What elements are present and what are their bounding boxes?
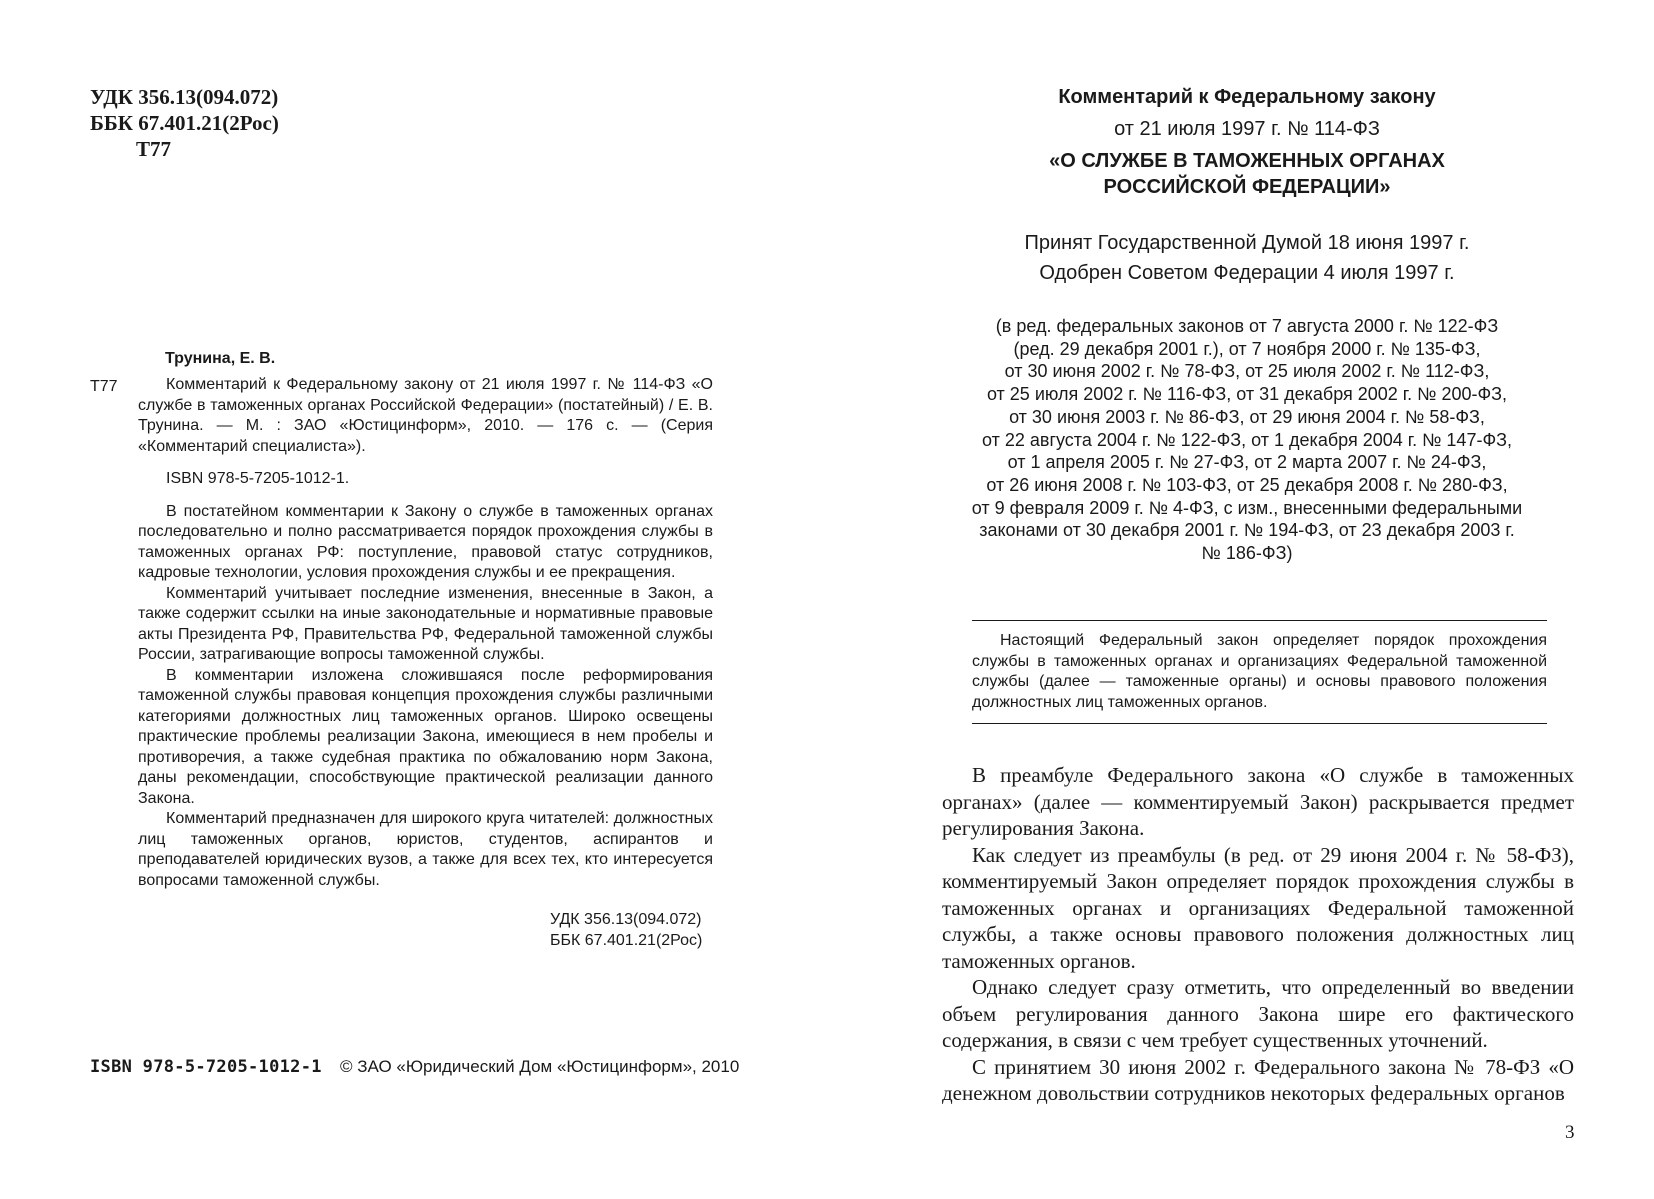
- footer-copyright: © ЗАО «Юридический Дом «Юстицинформ», 2010: [340, 1057, 740, 1076]
- amendment-line: № 186-ФЗ): [1201, 543, 1293, 564]
- title-line-1: Комментарий к Федеральному закону: [1058, 86, 1436, 108]
- title-line-3a: «О СЛУЖБЕ В ТАМОЖЕННЫХ ОРГАНАХ: [1049, 150, 1445, 172]
- amendments-list: [947, 315, 1547, 565]
- commentary-paragraph: Как следует из преамбулы (в ред. от 29 июня 2004 г. № 58-ФЗ), комментируемый Закон определяет порядок прохождения службы в таможенных органах и организациях Федеральной таможенной службы, а также основы правового положения должностных лиц таможенных органов.: [942, 842, 1574, 973]
- udk-code: УДК 356.13(094.072): [90, 85, 279, 109]
- amendment-line: от 30 июня 2003 г. № 86-ФЗ, от 29 июня 2004 г. № 58-ФЗ,: [1009, 406, 1485, 427]
- right-page: [827, 0, 1654, 1199]
- biblio-bbk: ББК 67.401.21(2Рос): [550, 931, 703, 949]
- biblio-classification: [550, 910, 702, 951]
- adopted-line: Принят Государственной Думой 18 июня 1997 г.: [1024, 232, 1470, 254]
- bbk-code: ББК 67.401.21(2Рос): [90, 111, 279, 135]
- amendment-line: от 22 августа 2004 г. № 122-ФЗ, от 1 декабря 2004 г. № 147-ФЗ,: [981, 429, 1513, 450]
- title-line-3b: РОССИЙСКОЙ ФЕДЕРАЦИИ»: [1103, 176, 1391, 198]
- page-number: 3: [1565, 1122, 1575, 1143]
- commentary-paragraph: С принятием 30 июня 2002 г. Федерального закона № 78-ФЗ «О денежном довольствии сотрудников некоторых федеральных органов: [942, 1054, 1574, 1105]
- amendment-line: от 1 апреля 2005 г. № 27-ФЗ, от 2 марта 2007 г. № 24-ФЗ,: [1007, 452, 1487, 473]
- biblio-udk: УДК 356.13(094.072): [550, 911, 702, 928]
- amendment-line: от 26 июня 2008 г. № 103-ФЗ, от 25 декабря 2008 г. № 280-ФЗ,: [986, 474, 1508, 495]
- approved-line: Одобрен Советом Федерации 4 июля 1997 г.: [1039, 262, 1455, 284]
- biblio-record: [138, 375, 713, 891]
- footer-isbn: ISBN 978-5-7205-1012-1: [90, 1057, 322, 1077]
- biblio-code: Т77: [90, 378, 118, 395]
- title-line-3: [947, 148, 1547, 200]
- annotation-paragraph: Комментарий учитывает последние изменения, внесенные в Закон, а также содержит ссылки на иные законодательные и нормативные правовые акты Президента РФ, Правительства РФ, Федеральной таможенной службы России, затрагивающие вопросы таможенной службы.: [138, 584, 713, 663]
- biblio-author: Трунина, Е. В.: [165, 350, 276, 367]
- amendment-line: от 9 февраля 2009 г. № 4-ФЗ, с изм., внесенными федеральными: [971, 497, 1523, 518]
- classification-header: [90, 84, 279, 162]
- amendment-line: от 30 июня 2002 г. № 78-ФЗ, от 25 июля 2002 г. № 112-ФЗ,: [1004, 361, 1490, 382]
- commentary-paragraph: В преамбуле Федерального закона «О службе в таможенных органах» (далее — комментируемый Закон) раскрывается предмет регулирования Закона.: [942, 763, 1574, 840]
- adoption-info: [947, 228, 1547, 288]
- annotation-paragraph: В комментарии изложена сложившаяся после реформирования таможенной службы правовая концепция прохождения службы различными категориями должностных лиц таможенных органов. Широко освещены практические проблемы реализации Закона, имеющиеся в нем пробелы и противоречия, а также судебная практика по обжалованию норм Закона, даны рекомендации, способствующие практической реализации данного Закона.: [138, 666, 713, 807]
- amendment-line: (в ред. федеральных законов от 7 августа 2000 г. № 122-ФЗ: [995, 316, 1499, 336]
- amendment-line: (ред. 29 декабря 2001 г.), от 7 ноября 2000 г. № 135-ФЗ,: [1013, 338, 1481, 359]
- commentary-paragraph: Однако следует сразу отметить, что определенный во введении объем регулирования данного Закона шире его фактического содержания, в связи с чем требует существенных уточнений.: [942, 975, 1574, 1052]
- commentary-text: [942, 762, 1574, 1107]
- law-title: [947, 84, 1547, 200]
- amendment-line: от 25 июля 2002 г. № 116-ФЗ, от 31 декабря 2002 г. № 200-ФЗ,: [986, 384, 1508, 405]
- amendment-line: законами от 30 декабря 2001 г. № 194-ФЗ, от 23 декабря 2003 г.: [979, 520, 1515, 541]
- annotation-paragraph: Комментарий предназначен для широкого круга читателей: должностных лиц таможенных органов, юристов, студентов, аспирантов и преподавателей юридических вузов, а также для всех тех, кто интересуется вопросами таможенной службы.: [138, 810, 713, 889]
- preamble-text: Настоящий Федеральный закон определяет порядок прохождения службы в таможенных органах и организациях Федеральной таможенной службы (далее — таможенные органы) и основы правового положения должностных лиц таможенных органов.: [972, 632, 1547, 711]
- author-mark: Т77: [136, 137, 172, 161]
- law-preamble: [972, 620, 1547, 724]
- annotation-paragraph: В постатейном комментарии к Закону о службе в таможенных органах последовательно и полно рассматривается порядок прохождения службы в таможенных органах РФ: поступление, правовой статус сотрудников, кадровые технологии, условия прохождения службы и ее прекращения.: [138, 502, 713, 581]
- annotation: [138, 502, 713, 892]
- biblio-description: Комментарий к Федеральному закону от 21 июля 1997 г. № 114-ФЗ «О службе в таможенных органах Российской Федерации» (постатейный) / Е. В. Трунина. — М. : ЗАО «Юстицинформ», 2010. — 176 с. — (Серия «Комментарий специалиста»).: [138, 376, 713, 455]
- biblio-isbn: ISBN 978-5-7205-1012-1.: [166, 470, 350, 487]
- title-line-2: от 21 июля 1997 г. № 114-ФЗ: [1114, 118, 1380, 140]
